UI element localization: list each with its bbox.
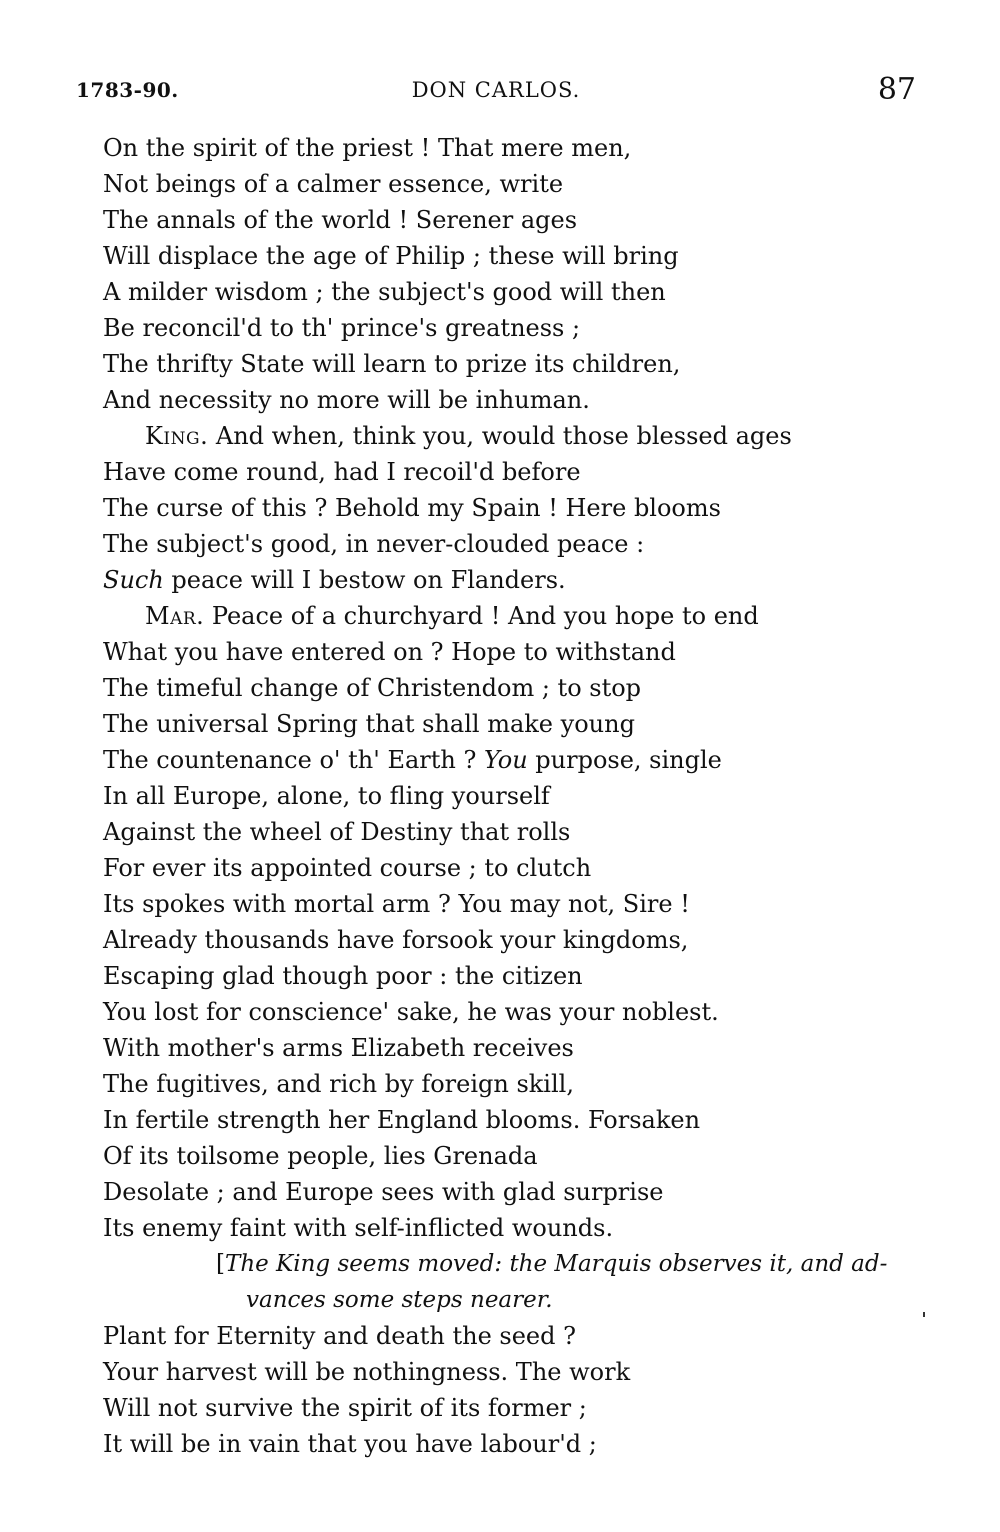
- verse-line: Will not survive the spirit of its former ;: [103, 1394, 587, 1422]
- verse-line: It will be in vain that you have labour'd ;: [103, 1430, 597, 1458]
- verse-line: Of its toilsome people, lies Grenada: [103, 1142, 538, 1170]
- verse-line: On the spirit of the priest ! That mere men,: [103, 134, 632, 162]
- verse-line: The universal Spring that shall make young: [103, 710, 635, 738]
- stage-direction-text: The King seems moved: the Marquis observes it, and ad-: [224, 1251, 888, 1277]
- verse-line: The annals of the world ! Serener ages: [103, 206, 578, 234]
- running-head: [76, 72, 916, 106]
- verse-line: Its enemy faint with self-inflicted wounds.: [103, 1214, 614, 1242]
- running-head-years: 1783-90.: [76, 78, 179, 102]
- verse-line: And necessity no more will be inhuman.: [103, 386, 590, 414]
- verse-text: And when, think you, would those blessed ages: [208, 422, 792, 450]
- speaker-king: King.: [145, 422, 209, 450]
- verse-line: In all Europe, alone, to fling yourself: [103, 782, 550, 810]
- verse-text: peace will I bestow on Flanders.: [163, 566, 566, 594]
- verse-line: Your harvest will be nothingness. The work: [103, 1358, 631, 1386]
- verse-line: [103, 562, 933, 598]
- verse-line: Not beings of a calmer essence, write: [103, 170, 564, 198]
- speech-line-king: [103, 418, 933, 454]
- verse-line: What you have entered on ? Hope to withstand: [103, 638, 676, 666]
- stage-direction: [103, 1246, 933, 1282]
- verse-line: For ever its appointed course ; to clutch: [103, 854, 592, 882]
- page-number: 87: [877, 72, 916, 107]
- print-mark: [923, 1312, 925, 1317]
- verse-line: Be reconcil'd to th' prince's greatness ;: [103, 314, 581, 342]
- verse-line: Plant for Eternity and death the seed ?: [103, 1322, 576, 1350]
- verse-line: Its spokes with mortal arm ? You may not, Sire !: [103, 890, 690, 918]
- verse-text: purpose, single: [527, 746, 722, 774]
- verse-line: Have come round, had I recoil'd before: [103, 458, 581, 486]
- verse-line: Escaping glad though poor : the citizen: [103, 962, 583, 990]
- verse-line: In fertile strength her England blooms. Forsaken: [103, 1106, 701, 1134]
- verse-line: Will displace the age of Philip ; these will bring: [103, 242, 679, 270]
- verse-line: Already thousands have forsook your kingdoms,: [103, 926, 689, 954]
- stage-direction-continued: vances some steps nearer.: [246, 1287, 553, 1313]
- speaker-marquis: Mar.: [145, 602, 205, 630]
- verse-line: A milder wisdom ; the subject's good will then: [103, 278, 666, 306]
- verse-line: With mother's arms Elizabeth receives: [103, 1034, 574, 1062]
- speech-line-marquis: [103, 598, 933, 634]
- verse-line: The curse of this ? Behold my Spain ! Here blooms: [103, 494, 721, 522]
- verse-line: Against the wheel of Destiny that rolls: [103, 818, 571, 846]
- verse-line: The fugitives, and rich by foreign skill,: [103, 1070, 574, 1098]
- verse-line: Desolate ; and Europe sees with glad surprise: [103, 1178, 664, 1206]
- verse-line: [103, 742, 933, 778]
- verse-line: The subject's good, in never-clouded peace :: [103, 530, 645, 558]
- emphasis-text: You: [483, 746, 528, 774]
- verse-line: The timeful change of Christendom ; to stop: [103, 674, 642, 702]
- running-head-title: DON CARLOS.: [411, 78, 581, 102]
- verse-text: Peace of a churchyard ! And you hope to end: [204, 602, 759, 630]
- verse-line: The thrifty State will learn to prize its children,: [103, 350, 681, 378]
- stage-direction-bracket: [: [216, 1251, 225, 1277]
- verse-text: The countenance o' th' Earth ?: [103, 746, 484, 774]
- emphasis-text: Such: [103, 566, 164, 594]
- verse-line: You lost for conscience' sake, he was your noblest.: [103, 998, 719, 1026]
- verse-block: [103, 130, 933, 1462]
